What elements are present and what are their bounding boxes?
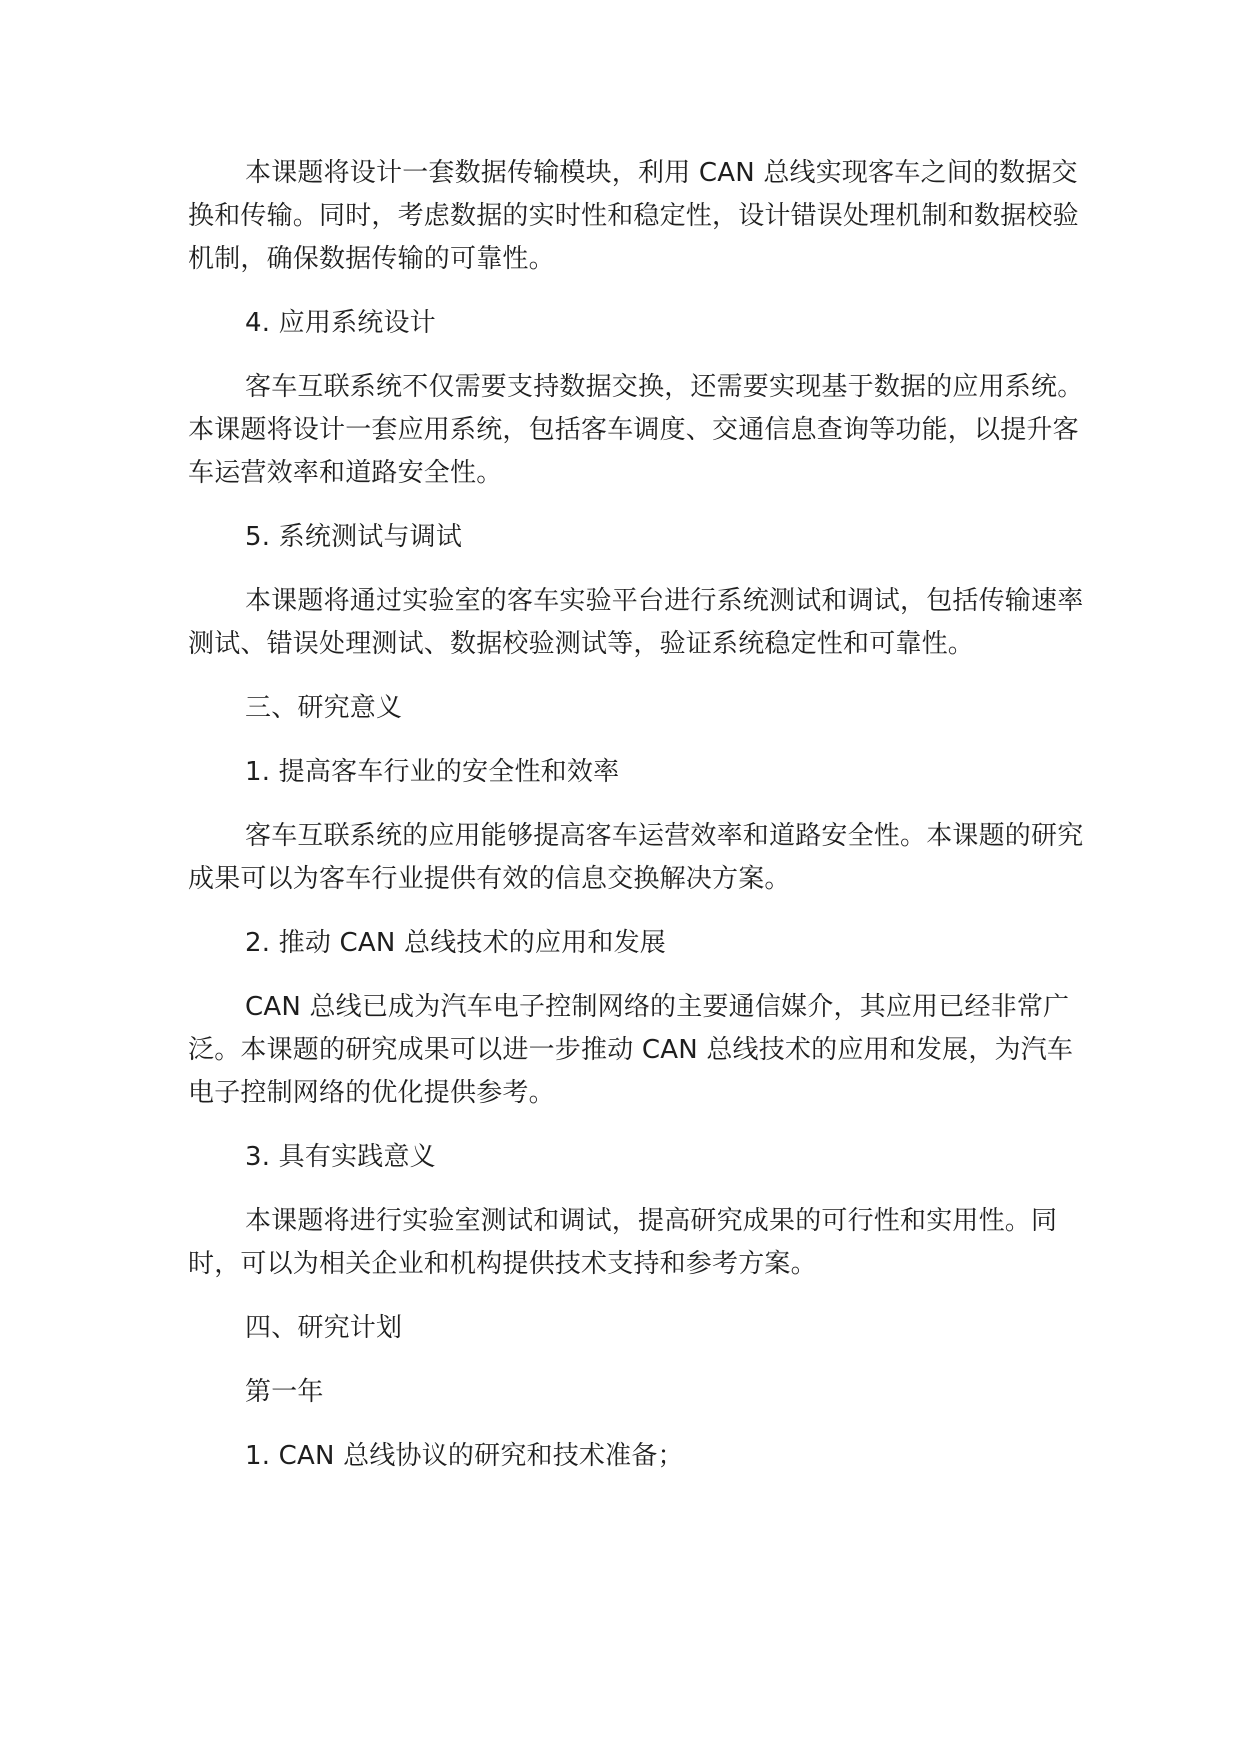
heading-application-system-design: 4. 应用系统设计 [245, 308, 436, 338]
heading-safety-efficiency: 1. 提高客车行业的安全性和效率 [245, 757, 620, 787]
heading-can-bus-development: 2. 推动 CAN 总线技术的应用和发展 [245, 928, 666, 958]
paragraph-application-system: 客车互联系统不仅需要支持数据交换，还需要实现基于数据的应用系统。本课题将设计一套应用系统，包括客车调度、交通信息查询等功能，以提升客车运营效率和道路安全性。 [188, 372, 1084, 488]
paragraph-system-testing: 本课题将通过实验室的客车实验平台进行系统测试和调试，包括传输速率测试、错误处理测试、数据校验测试等，验证系统稳定性和可靠性。 [188, 586, 1084, 659]
paragraph-safety-efficiency: 客车互联系统的应用能够提高客车运营效率和道路安全性。本课题的研究成果可以为客车行业提供有效的信息交换解决方案。 [188, 821, 1084, 894]
paragraph-data-transmission-module: 本课题将设计一套数据传输模块，利用 CAN 总线实现客车之间的数据交换和传输。同时，考虑数据的实时性和稳定性，设计错误处理机制和数据校验机制，确保数据传输的可靠性。 [188, 158, 1079, 274]
heading-research-significance: 三、研究意义 [245, 693, 403, 723]
heading-practical-significance: 3. 具有实践意义 [245, 1142, 436, 1172]
paragraph-practical-significance: 本课题将进行实验室测试和调试，提高研究成果的可行性和实用性。同时，可以为相关企业和机构提供技术支持和参考方案。 [188, 1206, 1058, 1279]
list-item-can-protocol-research: 1. CAN 总线协议的研究和技术准备； [245, 1441, 684, 1471]
heading-system-testing: 5. 系统测试与调试 [245, 522, 463, 552]
heading-first-year: 第一年 [245, 1377, 324, 1407]
document-body [188, 152, 1088, 1499]
paragraph-can-bus-development: CAN 总线已成为汽车电子控制网络的主要通信媒介，其应用已经非常广泛。本课题的研究成果可以进一步推动 CAN 总线技术的应用和发展，为汽车电子控制网络的优化提供参考。 [188, 992, 1074, 1108]
heading-research-plan: 四、研究计划 [245, 1313, 403, 1343]
